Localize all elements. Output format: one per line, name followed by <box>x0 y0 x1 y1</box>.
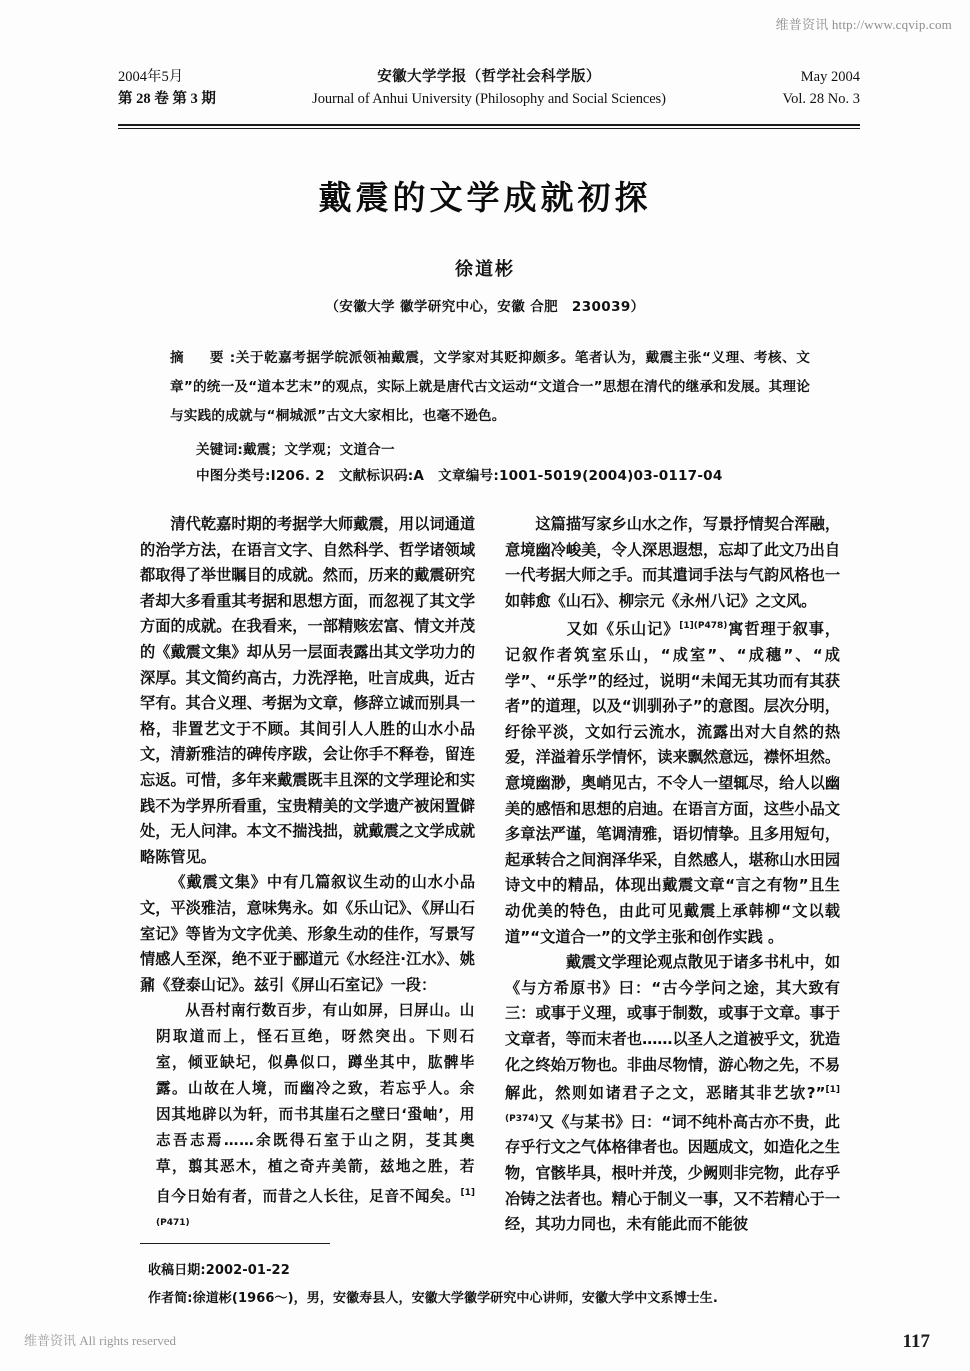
keywords: 关键词:戴震；文学观；文道合一 <box>196 442 395 458</box>
clc-value: I206. 2 <box>270 468 325 484</box>
header-center <box>268 66 710 111</box>
header-issue-date-en: May 2004 <box>800 69 860 85</box>
journal-name-en: Journal of Anhui University (Philosophy and Social Sciences) <box>312 91 666 108</box>
clc-label: 中图分类号: <box>196 468 271 484</box>
left-column <box>140 512 475 1232</box>
classification-line <box>196 464 723 484</box>
paragraph: 这篇描写家乡山水之作，写景抒情契合浑融，意境幽冷峻美，令人深思遐想，忘却了此文乃出自一代考据大师之手。而其遣词手法与气韵风格也一如韩愈《山石》、柳宗元《永州八记》之文风。 <box>505 515 840 610</box>
header-volume-issue-cn: 第 28 卷 第 3 期 <box>118 91 216 108</box>
paragraph-lead: 又如《乐山记》 <box>565 620 680 639</box>
footnote-divider <box>140 1243 330 1244</box>
paragraph-text-a: 戴震文学理论观点散见于诸多书札中，如《与方希原书》曰：“古今学问之途，其大致有三：或事于义理，或事于制数，或事于文章。事于文章者，等而末者也……以圣人之道被乎文，犹造化之终始万物也。非曲尽物情，游心物之先，不易解此，然则如诸君子之文，恶睹其非艺欤?” <box>505 953 840 1103</box>
top-watermark: 维普资讯 http://www.cqvip.com <box>775 17 952 32</box>
paragraph-text: 寓哲理于叙事，记叙作者筑室乐山，“成室”、“成穗”、“成学”、“乐学”的经过，说明“未闻无其功而有其获者”的道理，以及“训驯孙子”的意图。层次分明，纡徐平淡，文如行云流水，流露出对大自然的热爱，洋溢着乐学情怀，读来飘然意远，襟怀坦然。意境幽渺，奥峭见古，不令人一望辄尽，给人以幽美的感悟和思想的启迪。在语言方面，这些小品文多章法严谨，笔调清雅，语切情挚。且多用短句，起承转合之间润泽华采，自然感人，堪称山水田园诗文中的精品，体现出戴震文章“言之有物”且生动优美的特色，由此可见戴震上承韩柳“文以载道”“文道合一”的文学主张和创作实践 。 <box>505 620 841 946</box>
citation-ref: [1](P471) <box>156 1188 475 1229</box>
author-affiliation: （安徽大学 徽学研究中心，安徽 合肥 230039） <box>325 299 645 315</box>
article-id-label: 文章编号: <box>438 468 499 484</box>
header-volume-issue-en: Vol. 28 No. 3 <box>782 91 860 108</box>
citation-ref: [1](P374) <box>505 1085 840 1124</box>
header-divider <box>118 124 860 129</box>
bottom-watermark: 维普资讯 All rights reserved <box>24 1333 177 1348</box>
paragraph: 《戴震文集》中有几篇叙议生动的山水小品文，平淡雅洁，意味隽永。如《乐山记》、《屏山石室记》等皆为文字优美、形象生动的佳作，写景写情感人至深，绝不亚于郦道元《水经注·江水》、姚鼐《登泰山记》。兹引《屏山石室记》一段： <box>140 873 475 994</box>
body-columns <box>140 512 840 1232</box>
block-quote <box>140 998 475 1240</box>
abstract-text: :关于乾嘉考据学皖派领袖戴震，文学家对其贬抑颇多。笔者认为，戴震主张“义理、考核、文章”的统一及“道本艺末”的观点，实际上就是唐代古文运动“文道合一”思想在清代的继承和发展。其理论与实践的成就与“桐城派”古文大家相比，也毫不逊色。 <box>170 350 811 424</box>
page-title: 戴震的文学成就初探 <box>318 178 652 217</box>
quote-text: 从吾村南行数百步，有山如屏，曰屏山。山阴取道而上，怪石亘绝，呀然突出。下则石室，倾亚缺圮，似鼻似口，蹲坐其中，肱髀毕露。山故在人境，而幽冷之致，若忘乎人。余因其地辟以为轩，而书其崖石之壁曰‘蛩岫’，用志吾志焉……余既得石室于山之阴，芟其奥草，翦其恶木，植之奇卉美箭，兹地之胜，若自今日始有者，而昔之人长往，足音不闻矣。 <box>156 1002 475 1206</box>
doc-code-value: A <box>413 468 425 484</box>
right-column <box>505 512 840 1232</box>
header-right <box>710 66 860 111</box>
article-id-value: 1001-5019(2004)03-0117-04 <box>498 468 723 484</box>
journal-header <box>118 66 860 111</box>
paragraph <box>505 614 840 950</box>
footnotes <box>148 1257 868 1313</box>
citation-ref: [1](P478) <box>679 621 728 632</box>
received-date: 收稿日期:2002-01-22 <box>148 1263 290 1278</box>
page-number: 117 <box>902 1331 930 1352</box>
abstract-label: 摘 要 <box>170 350 230 366</box>
header-left <box>118 66 268 111</box>
header-issue-date: 2004年5月 <box>118 69 184 85</box>
paragraph <box>505 950 840 1238</box>
abstract <box>170 344 810 431</box>
paragraph-text-b: 又《与某书》曰：“词不纯朴高古亦不贵，此存乎行文之气体格律者也。因题成文，如造化之生物，官骸毕具，根叶并茂，少阙则非完物，此存乎冶铸之法者也。精心于制义一事，又不若精心于一经，其功力同也，未有能此而不能彼 <box>505 1112 840 1234</box>
doc-code-label: 文献标识码: <box>338 468 414 484</box>
journal-name-cn: 安徽大学学报（哲学社会科学版） <box>377 69 601 85</box>
paragraph: 清代乾嘉时期的考据学大师戴震，用以词通道的治学方法，在语言文字、自然科学、哲学诸领域都取得了举世瞩目的成就。然而，历来的戴震研究者却大多看重其考据和思想方面，而忽视了其文学方面的成就。在我看来，一部精赅宏富、情文并茂的《戴震文集》却从另一层面表露出其文学功力的深厚。其文简约高古，力洗浮艳，吐言成典，近古罕有。其合义理、考据为文章，修辞立诚而别具一格，非置艺文于不顾。其间引人人胜的山水小品文，清新雅洁的碑传序跋，会让你手不释卷，留连忘返。可惜，多年来戴震既丰且深的文学理论和实践不为学界所看重，宝贵精美的文学遗产被闲置僻处，无人问津。本文不揣浅拙，就戴震之文学成就略陈管见。 <box>140 515 475 866</box>
author-bio: 作者简:徐道彬(1966～)，男，安徽寿县人，安徽大学徽学研究中心讲师，安徽大学中文系博士生. <box>148 1291 718 1306</box>
author-name: 徐道彬 <box>455 259 515 280</box>
